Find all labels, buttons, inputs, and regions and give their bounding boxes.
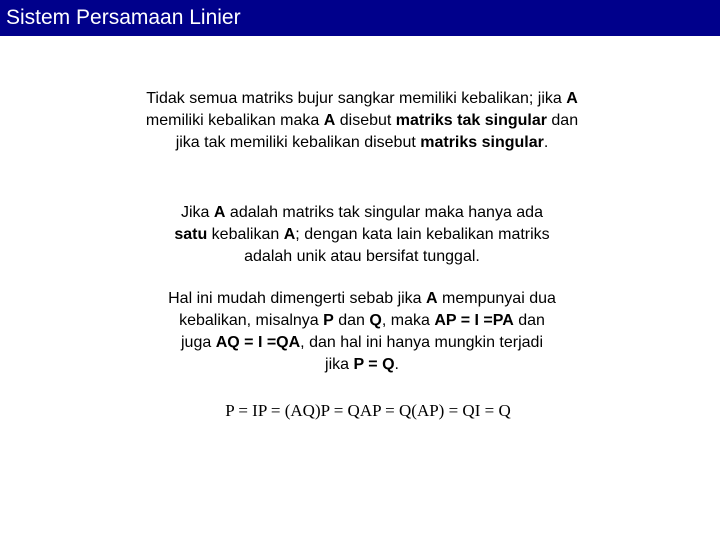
paragraph-uniqueness (90, 202, 634, 268)
title-bar (0, 0, 720, 36)
bold-term: AP = I =PA (434, 312, 514, 329)
bold-term: matriks singular (420, 134, 544, 151)
bold-term: A (426, 290, 438, 307)
text-run: dan (333, 312, 370, 329)
bold-term: satu (174, 226, 208, 243)
bold-term: A (283, 226, 296, 243)
paragraph-line (90, 246, 634, 268)
text-run: jika tak memiliki kebalikan disebut (175, 134, 421, 151)
paragraph-line (90, 88, 634, 110)
text-run: jika (325, 356, 354, 373)
paragraph-definition (90, 88, 634, 154)
text-run: memiliki kebalikan maka (145, 112, 324, 129)
paragraph-line (90, 288, 634, 310)
text-run: adalah matriks tak singular maka hanya ada (225, 204, 543, 221)
paragraph-line (90, 310, 634, 332)
paragraph-line (90, 110, 634, 132)
bold-term: AQ = I =QA (215, 334, 301, 351)
paragraph-line (90, 224, 634, 246)
text-run: . (394, 356, 399, 373)
text-run: juga (181, 334, 216, 351)
text-run: ; dengan kata lain kebalikan matriks (295, 226, 550, 243)
text-run: Jika (181, 204, 214, 221)
slide-title: Sistem Persamaan Linier (6, 6, 241, 29)
bold-term: A (566, 90, 578, 107)
bold-term: P (323, 312, 334, 329)
bold-term: A (213, 204, 226, 221)
text-run: . (543, 134, 549, 151)
text-run: adalah unik atau bersifat tunggal. (244, 248, 480, 265)
bold-term: matriks tak singular (395, 112, 547, 129)
bold-term: A (323, 112, 336, 129)
text-run: mempunyai dua (437, 290, 556, 307)
paragraph-proof (90, 288, 634, 376)
paragraph-line (90, 132, 634, 154)
text-run: Hal ini mudah dimengerti sebab jika (168, 290, 427, 307)
paragraph-line (90, 332, 634, 354)
bold-term: Q (369, 312, 382, 329)
proof-equation: P = IP = (AQ)P = QAP = Q(AP) = QI = Q (225, 401, 511, 420)
text-run: kebalikan, misalnya (179, 312, 324, 329)
text-run: disebut (335, 112, 396, 129)
text-run: , maka (381, 312, 435, 329)
paragraph-line (90, 202, 634, 224)
text-run: , dan hal ini hanya mungkin terjadi (300, 334, 543, 351)
text-run: kebalikan (207, 226, 284, 243)
paragraph-line (90, 354, 634, 376)
bold-term: P = Q (353, 356, 395, 373)
text-run: dan (513, 312, 545, 329)
text-run: dan (546, 112, 579, 129)
text-run: Tidak semua matriks bujur sangkar memiliki kebalikan; jika (146, 90, 567, 107)
